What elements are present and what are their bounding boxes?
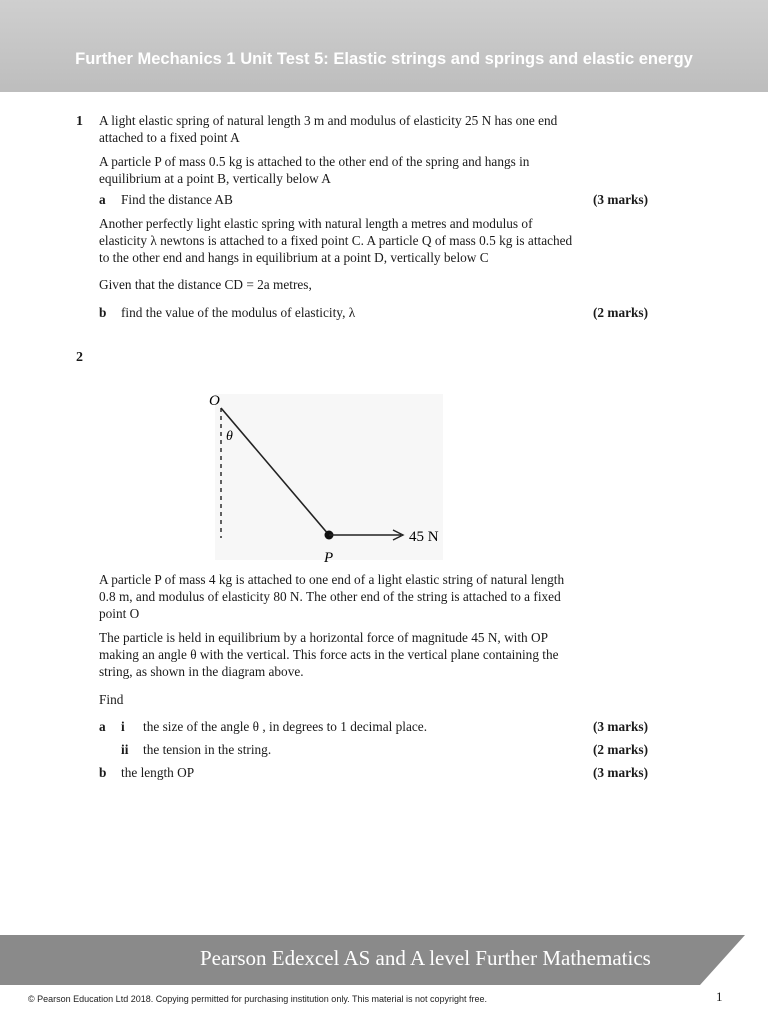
q2-part-b-label: b	[99, 765, 107, 780]
q1-part-b	[99, 304, 649, 321]
q1-paragraph-1: A light elastic spring of natural length 3 m and modulus of elasticity 25 N has one end attached to a fixed point A	[99, 113, 558, 145]
q1-paragraph-3: Another perfectly light elastic spring with natural length a metres and modulus of elasticity λ newtons is attached to a fixed point C. A particle Q of mass 0.5 kg is attached to the other end and hangs in equilibrium at a point D, vertically below C	[99, 216, 573, 265]
page-number: 1	[716, 989, 723, 1004]
q2-part-a-i	[99, 718, 649, 735]
q1-part-a-label: a	[99, 192, 106, 207]
q1-part-a	[99, 191, 649, 208]
q2-find: Find	[99, 692, 124, 707]
q1-part-b-marks: (2 marks)	[592, 305, 648, 320]
footer-series-title: Pearson Edexcel AS and A level Further Mathematics	[200, 946, 651, 970]
label-theta: θ	[226, 429, 233, 444]
q2-part-a-i-label: i	[121, 719, 125, 734]
q2-part-a-ii-label: ii	[121, 742, 129, 757]
q1-paragraph-4: Given that the distance CD = 2a metres,	[99, 277, 312, 292]
q2-paragraph-1: A particle P of mass 4 kg is attached to one end of a light elastic string of natural length 0.8 m, and modulus of elasticity 80 N. The other end of the string is attached to a fixed point O	[99, 572, 565, 621]
label-p: P	[324, 550, 334, 566]
q2-paragraph-2: The particle is held in equilibrium by a horizontal force of magnitude 45 N, with OP making an angle θ with the vertical. This force acts in the vertical plane containing the string, as shown in the diagram above.	[99, 630, 559, 679]
q2-part-a-ii-marks: (2 marks)	[592, 742, 648, 757]
page-title: Further Mechanics 1 Unit Test 5: Elastic strings and springs and elastic energy	[75, 50, 693, 68]
q2-part-a-ii	[99, 741, 649, 758]
q2-part-b-text: the length OP	[121, 765, 195, 780]
q2-part-a-label: a	[99, 719, 106, 734]
q1-part-a-marks: (3 marks)	[592, 192, 648, 207]
q1-part-b-label: b	[99, 305, 107, 320]
header-bar	[0, 0, 768, 92]
q1-paragraph-2: A particle P of mass 0.5 kg is attached to the other end of the spring and hangs in equilibrium at a point B, vertically below A	[99, 154, 530, 186]
q2-part-a-i-text: the size of the angle θ , in degrees to 1 decimal place.	[143, 719, 428, 734]
label-o: O	[209, 393, 220, 409]
question-2-number: 2	[76, 350, 83, 365]
q2-diagram	[205, 388, 465, 568]
q1-part-a-text: Find the distance AB	[121, 192, 233, 207]
copyright-notice: © Pearson Education Ltd 2018. Copying permitted for purchasing institution only. This material is not copyright free.	[28, 994, 488, 1004]
q2-part-b-marks: (3 marks)	[592, 765, 648, 780]
question-1-number: 1	[76, 114, 83, 129]
q2-part-a-ii-text: the tension in the string.	[143, 742, 272, 757]
q2-part-b	[99, 764, 649, 781]
force-label: 45 N	[409, 529, 439, 545]
q1-part-b-text: find the value of the modulus of elasticity, λ	[121, 305, 356, 320]
q2-part-a-i-marks: (3 marks)	[592, 719, 648, 734]
